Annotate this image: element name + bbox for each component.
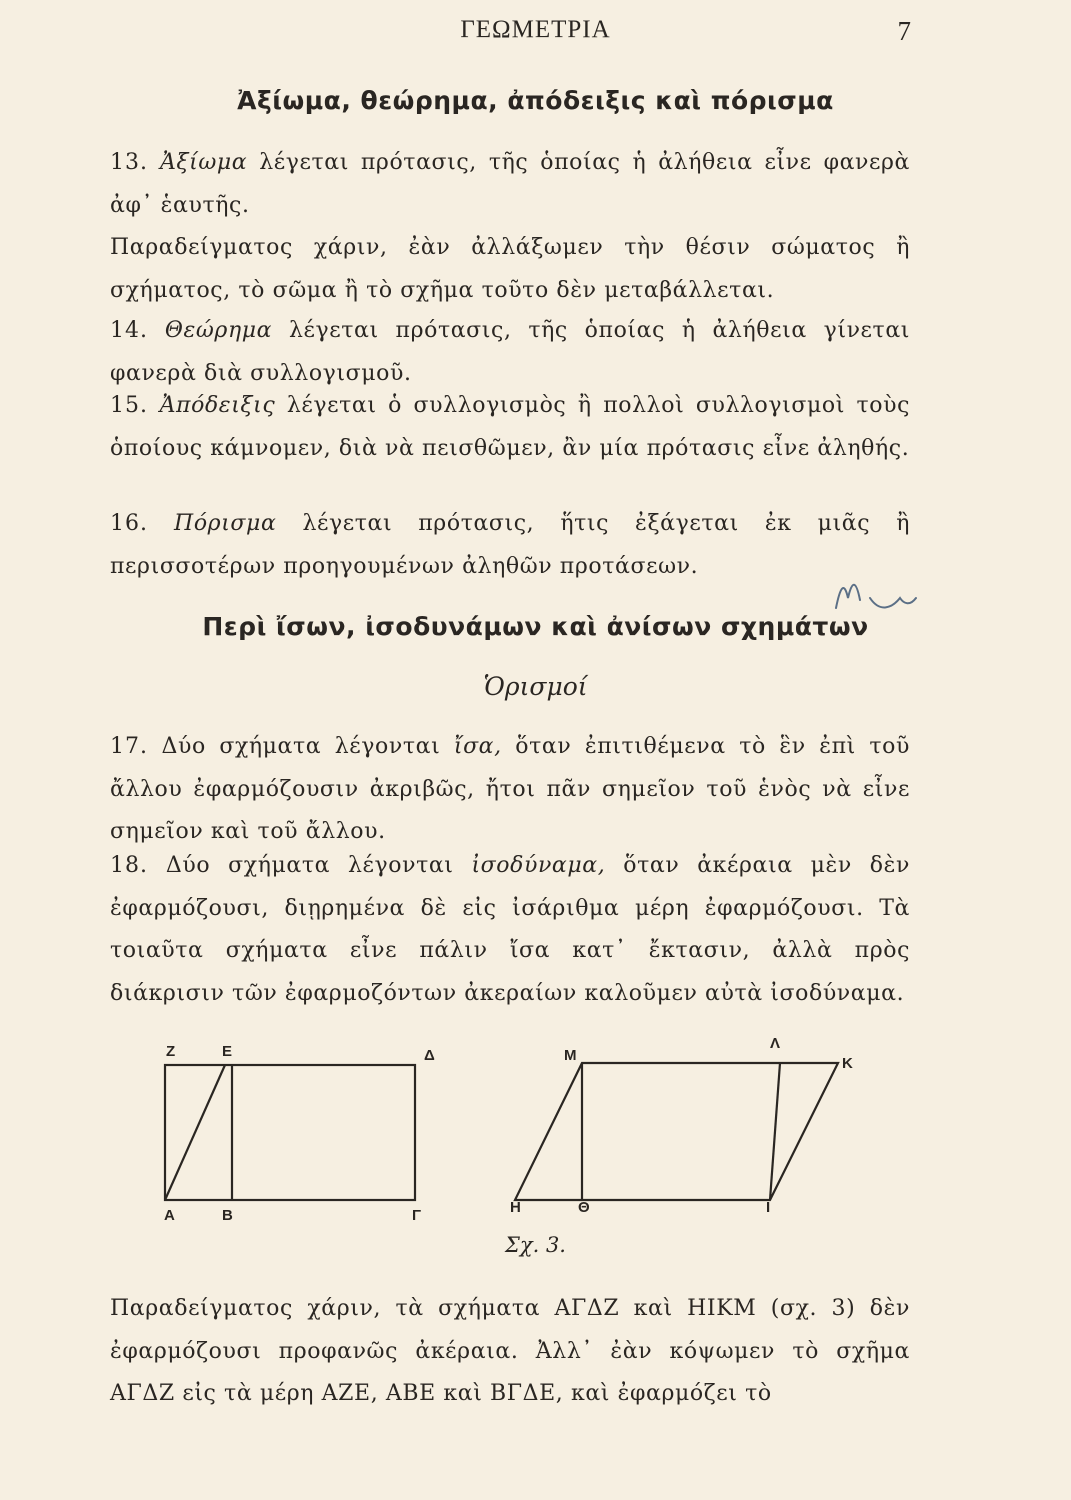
segment-ae	[165, 1065, 225, 1200]
label-e: Ε	[222, 1043, 233, 1060]
section-heading-axiom: Ἀξίωμα, θεώρημα, ἀπόδειξις καὶ πόρισμα	[237, 86, 834, 115]
paragraph-number: 17.	[110, 734, 148, 759]
segment-i-l	[770, 1063, 780, 1200]
paragraph-text: ὅταν ἀκέραια μὲν δὲν ἐφαρμόζουσι, διῃρημένα δὲ εἰς ἰσάριθμα μέρη ἐφαρμόζουσι. Τὰ τοιαῦτα σχήματα εἶνε πάλιν ἴσα κατ᾿ ἔκτασιν, ἀλλὰ πρὸς διάκρισιν τῶν ἐφαρμοζόντων ἀκεραίων καλοῦμεν αὐτὰ ἰσοδύναμα.	[110, 853, 911, 1006]
defined-term: ἰσοδύναμα,	[471, 853, 606, 878]
paragraph-18	[110, 845, 910, 1015]
paragraph-text: λέγεται πρότασις, τῆς ὁποίας ἡ ἀλήθεια εἶνε φανερὰ ἀφ᾿ ἑαυτῆς.	[110, 150, 911, 218]
figure-3	[150, 1030, 910, 1230]
paragraph-text: λέγεται πρότασις, ἥτις ἐξάγεται ἐκ μιᾶς ἢ περισσοτέρων προηγουμένων ἀληθῶν προτάσεων.	[110, 511, 911, 579]
paragraph-13	[110, 142, 910, 227]
paragraph-13-example	[110, 227, 910, 312]
label-k: Κ	[842, 1055, 853, 1072]
pencil-annotation	[830, 568, 920, 618]
paragraph-text-lead: Δύο σχήματα λέγονται	[165, 853, 454, 878]
label-a: Α	[164, 1207, 175, 1224]
paragraph-number: 16.	[110, 511, 148, 536]
paragraph-text: ὅταν ἐπιτιθέμενα τὸ ἓν ἐπὶ τοῦ ἄλλου ἐφαρμόζουσιν ἀκριβῶς, ἤτοι πᾶν σημεῖον τοῦ ἑνὸς νὰ εἶνε σημεῖον καὶ τοῦ ἄλλου.	[110, 734, 911, 844]
running-head-title: ΓΕΩΜΕΤΡΙΑ	[460, 16, 611, 43]
label-m: Μ	[564, 1047, 577, 1064]
paragraph-text: λέγεται ὁ συλλογισμὸς ἢ πολλοὶ συλλογισμοὶ τοὺς ὁποίους κάμνομεν, διὰ νὰ πεισθῶμεν, ἂν μία πρότασις εἶνε ἀληθής.	[110, 393, 910, 461]
paragraph-17	[110, 726, 910, 854]
paragraph-14	[110, 310, 910, 395]
label-theta: Θ	[578, 1199, 590, 1216]
paragraph-number: 14.	[110, 318, 148, 343]
label-h: Η	[510, 1199, 521, 1216]
label-g: Γ	[412, 1207, 422, 1224]
paragraph-text-lead: Δύο σχήματα λέγονται	[161, 734, 441, 759]
paragraph-text: Παραδείγματος χάριν, τὰ σχήματα ΑΓΔΖ καὶ ΗΙΚΜ (σχ. 3) δὲν ἐφαρμόζουσι προφανῶς ἀκέραια. Ἀλλ᾿ ἐὰν κόψωμεν τὸ σχῆμα ΑΓΔΖ εἰς τὰ μέρη ΑΖΕ, ΑΒΕ καὶ ΒΓΔΕ, καὶ ἐφαρμόζει τὸ	[110, 1296, 910, 1406]
label-z: Ζ	[166, 1043, 176, 1060]
page-number: 7	[897, 16, 911, 46]
section-heading-equal-figures: Περὶ ἴσων, ἰσοδυνάμων καὶ ἀνίσων σχημάτων	[202, 612, 869, 641]
paragraph-number: 15.	[110, 393, 148, 418]
defined-term: Ἀπόδειξις	[159, 393, 276, 418]
paragraph-16	[110, 503, 910, 588]
paragraph-text: λέγεται πρότασις, τῆς ὁποίας ἡ ἀλήθεια γίνεται φανερὰ διὰ συλλογισμοῦ.	[110, 318, 911, 386]
section-subheading-definitions: Ὁρισμοί	[483, 672, 588, 701]
defined-term: Πόρισμα	[174, 511, 277, 536]
defined-term: Θεώρημα	[164, 318, 273, 343]
figure-left-rectangle	[165, 1065, 415, 1200]
paragraph-number: 13.	[110, 150, 148, 175]
label-i: Ι	[766, 1199, 771, 1216]
figure-caption: Σχ. 3.	[505, 1233, 566, 1257]
figure-right-parallelogram	[515, 1063, 838, 1200]
paragraph-closing	[110, 1288, 910, 1416]
defined-term: Ἀξίωμα	[159, 150, 248, 175]
label-b: Β	[222, 1207, 233, 1224]
running-head	[0, 16, 1071, 48]
defined-term: ἴσα,	[453, 734, 502, 759]
label-l: Λ	[770, 1035, 781, 1052]
paragraph-15	[110, 385, 910, 470]
label-d: Δ	[424, 1047, 435, 1064]
parallelogram-hikm	[515, 1063, 838, 1200]
rectangle-agdz	[165, 1065, 415, 1200]
paragraph-text: Παραδείγματος χάριν, ἐὰν ἀλλάξωμεν τὴν θέσιν σώματος ἢ σχήματος, τὸ σῶμα ἢ τὸ σχῆμα τοῦτο δὲν μεταβάλλεται.	[110, 235, 910, 303]
paragraph-number: 18.	[110, 853, 148, 878]
